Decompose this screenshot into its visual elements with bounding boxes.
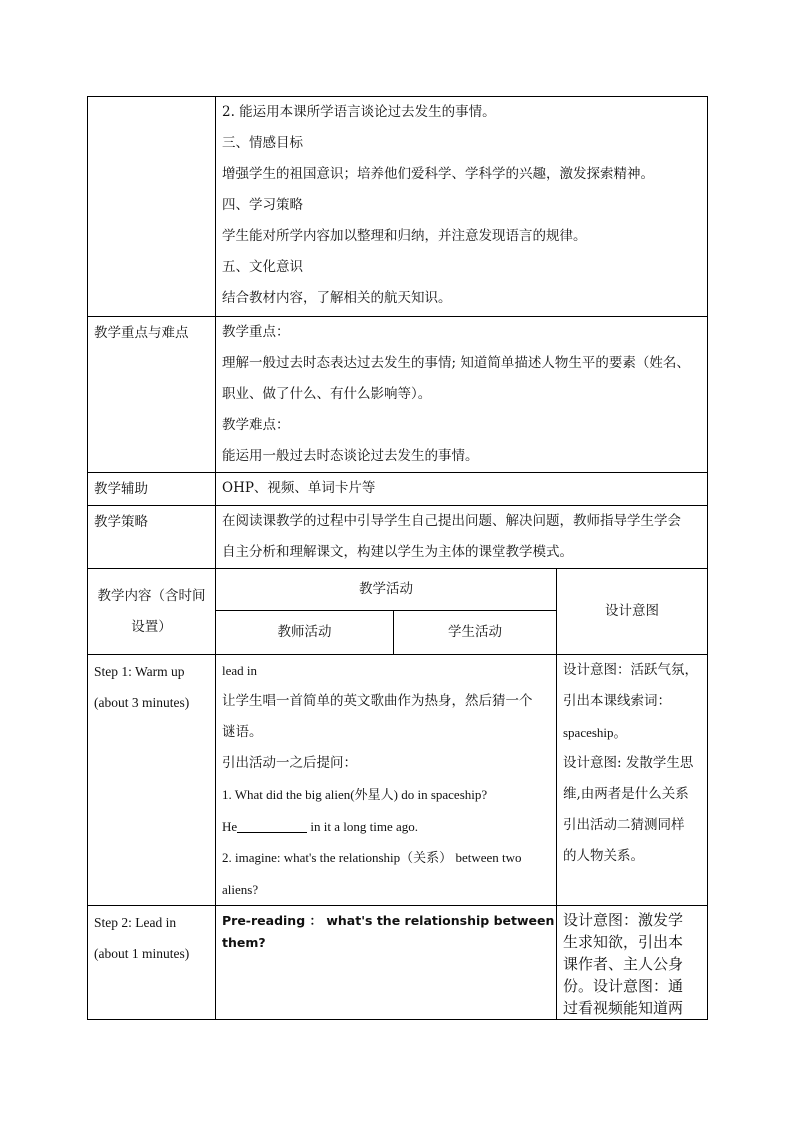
- design-line: 生求知欲，引出本: [563, 933, 684, 951]
- design-line: 设计意图：活跃气氛，: [563, 662, 698, 678]
- lesson-plan-table: [87, 96, 708, 1020]
- design-header: 设计意图: [557, 569, 708, 655]
- design-line: 维,由两者是什么关系: [563, 786, 689, 802]
- step1-row: [88, 655, 708, 906]
- objective-line-culture: 结合教材内容，了解相关的航天知识。: [222, 290, 452, 306]
- design-line: 课作者、主人公身: [563, 955, 684, 973]
- focus-cell: [216, 317, 708, 473]
- design-line: 过看视频能知道两: [563, 999, 684, 1017]
- objective-line-strategy: 学生能对所学内容加以整理和归纳，并注意发现语言的规律。: [222, 228, 587, 244]
- step1-label-cell: [88, 655, 216, 906]
- step1-design-cell: [557, 655, 708, 906]
- strategy-line: 在阅读课教学的过程中引导学生自己提出问题、解决问题，教师指导学生学会: [222, 513, 681, 529]
- step2-title: Step 2: Lead in: [94, 915, 177, 930]
- lead-in-text: lead in: [222, 663, 258, 678]
- heading-emotional-goals: 三、情感目标: [222, 135, 303, 151]
- key-points-heading: 教学重点：: [222, 324, 290, 340]
- design-line: 设计意图: 发散学生思: [563, 755, 694, 771]
- focus-label: 教学重点与难点: [88, 317, 216, 473]
- pre-reading-question: Pre-reading ： what's the relationship between: [222, 913, 555, 928]
- aids-label: 教学辅助: [88, 473, 216, 506]
- design-line: 引出活动二猜测同样: [563, 817, 685, 833]
- header-row-top: [88, 569, 708, 611]
- objectives-row: [88, 97, 708, 317]
- aids-value: OHP、视频、单词卡片等: [216, 473, 708, 506]
- question-1-blank-sentence: He in it a long time ago.: [222, 819, 419, 834]
- activities-header: 教学活动: [216, 569, 557, 611]
- question-1: 1. What did the big alien(外星人) do in spaceship?: [222, 787, 488, 803]
- question-intro: 引出活动一之后提问：: [222, 755, 357, 771]
- objectives-cell: [216, 97, 708, 317]
- step1-title: Step 1: Warm up: [94, 664, 185, 679]
- step2-design-cell: [557, 906, 708, 1020]
- strategy-line: 自主分析和理解课文，构建以学生为主体的课堂教学模式。: [222, 544, 573, 560]
- question-2-cont: aliens?: [222, 882, 259, 897]
- key-points-line: 理解一般过去时态表达过去发生的事情; 知道简单描述人物生平的要素（姓名、: [222, 355, 690, 371]
- objectives-label-cell: [88, 97, 216, 317]
- design-line: 的人物关系。: [563, 848, 644, 864]
- objective-line-language: 2. 能运用本课所学语言谈论过去发生的事情。: [222, 104, 496, 120]
- content-header-line: 教学内容（含时间: [97, 587, 206, 604]
- objective-line-emotion: 增强学生的祖国意识；培养他们爱科学、学科学的兴趣，激发探索精神。: [222, 166, 654, 182]
- step2-duration: (about 1 minutes): [94, 946, 190, 961]
- step2-activity-cell: [216, 906, 557, 1020]
- step2-row: [88, 906, 708, 1020]
- difficulty-line: 能运用一般过去时态谈论过去发生的事情。: [222, 448, 479, 464]
- content-header: [88, 569, 216, 655]
- design-line: 引出本课线索词：: [563, 693, 671, 709]
- step1-duration: (about 3 minutes): [94, 695, 190, 710]
- focus-row: [88, 317, 708, 473]
- step1-activity-cell: [216, 655, 557, 906]
- heading-learning-strategy: 四、学习策略: [222, 197, 303, 213]
- answer-blank: [237, 818, 307, 833]
- content-header-line: 设置）: [131, 618, 172, 635]
- warmup-instruction: 谜语。: [222, 724, 263, 740]
- student-activity-header: 学生活动: [394, 611, 557, 655]
- strategy-cell: [216, 506, 708, 569]
- heading-cultural-awareness: 五、文化意识: [222, 259, 303, 275]
- question-2: 2. imagine: what's the relationship（关系） between two: [222, 850, 522, 866]
- key-points-line: 职业、做了什么、有什么影响等）。: [222, 386, 432, 402]
- strategy-row: [88, 506, 708, 569]
- pre-reading-question-cont: them?: [222, 935, 266, 950]
- aids-row: [88, 473, 708, 506]
- design-line: spaceship。: [563, 725, 627, 740]
- step2-label-cell: [88, 906, 216, 1020]
- difficulty-heading: 教学难点：: [222, 417, 290, 433]
- design-line: 设计意图：激发学: [563, 911, 684, 929]
- warmup-instruction: 让学生唱一首简单的英文歌曲作为热身，然后猜一个: [222, 693, 533, 709]
- teacher-activity-header: 教师活动: [216, 611, 394, 655]
- design-line: 份。设计意图：通: [563, 977, 684, 995]
- strategy-label: 教学策略: [88, 506, 216, 569]
